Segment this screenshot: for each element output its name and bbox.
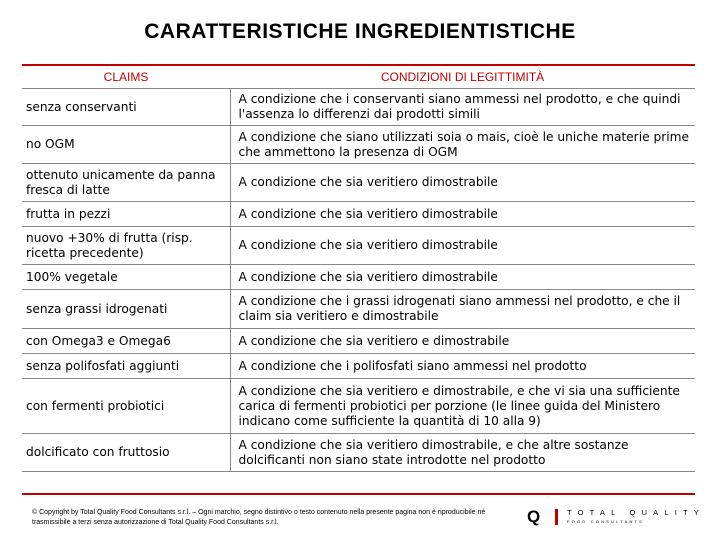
claim-cell: frutta in pezzi: [22, 202, 230, 227]
copyright-text: © Copyright by Total Quality Food Consultants s.r.l. – Ogni marchio, segno distintivo o testo contenuto nella presente pagina non è riproducibile né trasmissibile a terzi senza autorizzazione di Total Quality Food Consultants s.r.l.: [32, 509, 486, 526]
condition-cell: A condizione che sia veritiero dimostrabile, e che altre sostanze dolcificanti non siano state introdotte nel prodotto: [230, 434, 695, 472]
logo-letter: Q: [527, 507, 541, 526]
table-row: [22, 329, 695, 354]
condition-cell: A condizione che sia veritiero e dimostrabile, e che vi sia una sufficiente carica di fermenti probiotici per porzione (le linee guida del Ministero indicano come sufficiente la quantità di 10 alla 9): [230, 379, 695, 434]
condition-cell: A condizione che siano utilizzati soia o mais, cioè le uniche materie prime che ammettono la presenza di OGM: [230, 126, 695, 164]
claim-cell: con fermenti probiotici: [22, 379, 230, 434]
claim-cell: ottenuto unicamente da panna fresca di latte: [22, 164, 230, 202]
header-claims: CLAIMS: [22, 65, 230, 89]
table-row: [22, 434, 695, 472]
condition-cell: A condizione che i polifosfati siano ammessi nel prodotto: [230, 354, 695, 379]
logo-divider: [555, 509, 558, 525]
table-row: [22, 126, 695, 164]
condition-cell: A condizione che i conservanti siano ammessi nel prodotto, e che quindi l'assenza lo differenzi dai prodotti simili: [230, 89, 695, 126]
table-row: [22, 164, 695, 202]
condition-cell: A condizione che sia veritiero dimostrabile: [230, 227, 695, 265]
company-logo: [527, 507, 705, 529]
claim-cell: senza conservanti: [22, 89, 230, 126]
table-header-row: [22, 65, 695, 89]
table-row: [22, 379, 695, 434]
table-row: [22, 227, 695, 265]
claim-cell: 100% vegetale: [22, 265, 230, 290]
claims-table: [22, 64, 695, 472]
condition-cell: A condizione che i grassi idrogenati siano ammessi nel prodotto, e che il claim sia veritiero e dimostrabile: [230, 290, 695, 329]
condition-cell: A condizione che sia veritiero dimostrabile: [230, 164, 695, 202]
condition-cell: A condizione che sia veritiero dimostrabile: [230, 202, 695, 227]
header-conditions: CONDIZIONI DI LEGITTIMITÀ: [230, 65, 695, 89]
claim-cell: no OGM: [22, 126, 230, 164]
table-row: [22, 89, 695, 126]
claim-cell: senza polifosfati aggiunti: [22, 354, 230, 379]
table-row: [22, 354, 695, 379]
footer: [22, 493, 705, 526]
condition-cell: A condizione che sia veritiero e dimostrabile: [230, 329, 695, 354]
claim-cell: con Omega3 e Omega6: [22, 329, 230, 354]
table-row: [22, 202, 695, 227]
table-row: [22, 290, 695, 329]
claim-cell: dolcificato con fruttosio: [22, 434, 230, 472]
condition-cell: A condizione che sia veritiero dimostrabile: [230, 265, 695, 290]
logo-name: TOTAL QUALITY: [567, 508, 705, 517]
table-row: [22, 265, 695, 290]
page-title: CARATTERISTICHE INGREDIENTISTICHE: [144, 20, 576, 43]
logo-subtitle: FOOD CONSULTANTS: [567, 519, 645, 524]
claim-cell: nuovo +30% di frutta (risp. ricetta precedente): [22, 227, 230, 265]
claim-cell: senza grassi idrogenati: [22, 290, 230, 329]
